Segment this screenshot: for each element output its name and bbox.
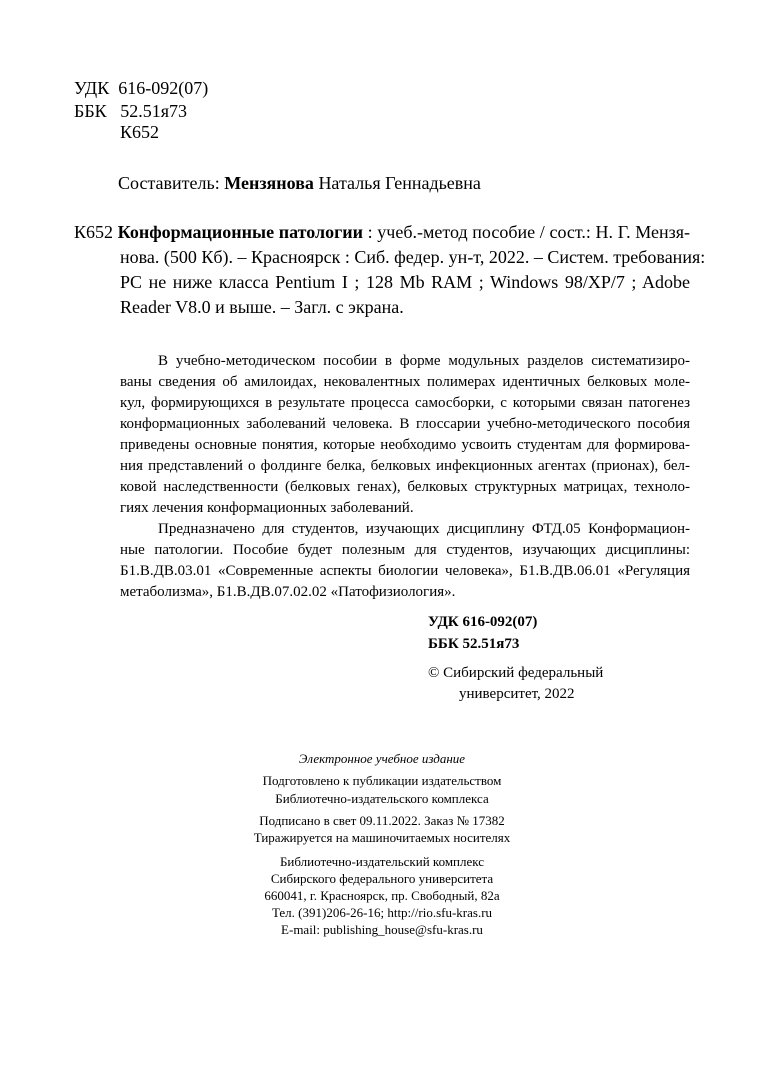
bbk-value: 52.51я73: [120, 101, 187, 121]
bbk-label: ББК: [74, 101, 107, 121]
compiler-name: Наталья Геннадьевна: [318, 173, 481, 193]
abstract-line: кул, формирующихся в результате процесса самосборки, с которыми связан патогенез: [120, 395, 690, 411]
bib-line-4: Reader V8.0 и выше. – Загл. с экрана.: [120, 297, 404, 317]
prepared-line-2: Библиотечно-издательского комплекса: [275, 791, 489, 806]
udk-line: [74, 77, 208, 99]
abstract-line: ваны сведения об амилоидах, нековалентных полимерах идентичных белковых моле-: [120, 374, 690, 390]
author-sign: К652: [120, 122, 160, 142]
bbk-line: [74, 100, 187, 122]
copyright-line-2: университет, 2022: [459, 686, 575, 702]
abstract-line: Предназначено для студентов, изучающих дисциплину ФТД.05 Конформацион-: [158, 521, 690, 537]
right-udk: УДК 616-092(07): [428, 614, 538, 630]
org-line-2: Сибирского федерального университета: [270, 871, 494, 886]
bib-sign: К652: [74, 222, 114, 242]
bib-line-3: PC не ниже класса Pentium I ; 128 Mb RAM ; Windows 98/XP/7 ; Adobe: [120, 272, 690, 292]
abstract-line: приведены основные понятия, которые необходимо усвоить студентам для формирова-: [120, 437, 690, 453]
copyright-line-1: © Сибирский федеральный: [428, 665, 604, 681]
compiler-line: [118, 172, 481, 194]
email-line: E-mail: publishing_house@sfu-kras.ru: [281, 922, 483, 937]
replicated-line: Тиражируется на машиночитаемых носителях: [253, 830, 511, 845]
bib-line1-rest: : учеб.-метод пособие / сост.: Н. Г. Мензя-: [363, 222, 690, 242]
abstract-line: метаболизма», Б1.В.ДВ.07.02.02 «Патофизиология».: [120, 584, 456, 600]
edition-type: Электронное учебное издание: [298, 751, 466, 766]
org-line-1: Библиотечно-издательский комплекс: [279, 854, 485, 869]
abstract-line: конформационных заболеваний человека. В глоссарии учебно-методического пособия: [120, 416, 690, 432]
udk-value: 616-092(07): [118, 78, 209, 98]
abstract-paragraph-2: [120, 519, 690, 603]
phone-line: Тел. (391)206-26-16; http://rio.sfu-kras.ru: [271, 905, 493, 920]
udk-label: УДК: [74, 78, 110, 98]
compiler-label: Составитель:: [118, 173, 220, 193]
signed-line: Подписано в свет 09.11.2022. Заказ № 17382: [259, 813, 505, 828]
prepared-line-1: Подготовлено к публикации издательством: [262, 773, 502, 788]
abstract-line: В учебно-методическом пособии в форме модульных разделов систематизиро-: [158, 353, 690, 369]
bib-title: Конформационные патологии: [117, 222, 363, 242]
bib-line-2: нова. (500 Кб). – Красноярск : Сиб. федер. ун-т, 2022. – Систем. требования:: [120, 247, 706, 267]
abstract-line: ковой наследственности (белковых генах), белковых структурных матрицах, техноло-: [120, 479, 690, 495]
abstract-line: ные патологии. Пособие будет полезным для студентов, изучающих дисциплины:: [120, 542, 690, 558]
abstract-line: гиях лечения конформационных заболеваний.: [120, 500, 414, 516]
abstract-line: ния представлений о фолдинге белка, белковых инфекционных агентах (прионах), бел-: [120, 458, 690, 474]
bib-line-1: [74, 221, 690, 243]
abstract-line: Б1.В.ДВ.03.01 «Современные аспекты биологии человека», Б1.В.ДВ.06.01 «Регуляция: [120, 563, 690, 579]
abstract-paragraph-1: [120, 351, 690, 519]
address-line: 660041, г. Красноярск, пр. Свободный, 82а: [264, 888, 500, 903]
compiler-surname: Мензянова: [224, 173, 314, 193]
right-bbk: ББК 52.51я73: [428, 636, 520, 652]
